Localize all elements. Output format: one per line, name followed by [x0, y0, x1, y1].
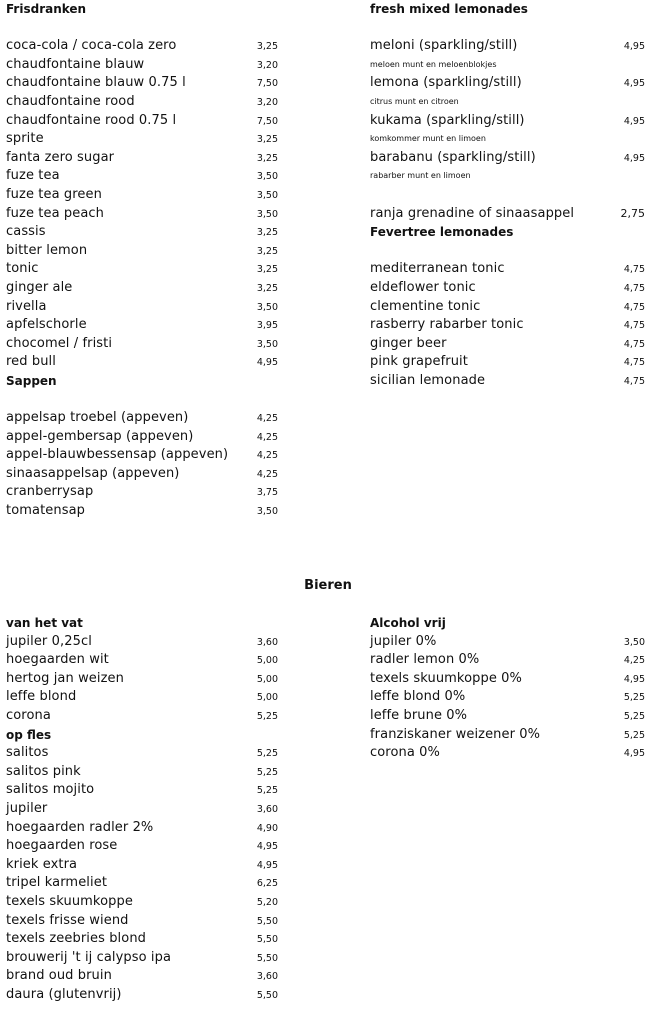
spacer — [370, 242, 645, 261]
item-price: 5,20 — [256, 896, 278, 908]
menu-item — [6, 744, 278, 763]
menu-item — [6, 242, 278, 261]
menu-item — [6, 707, 278, 726]
fresh-lemonades-list — [370, 37, 645, 186]
item-price: 3,50 — [256, 338, 278, 350]
menu-item — [6, 298, 278, 317]
menu-item — [6, 130, 278, 149]
item-name: red bull — [6, 354, 56, 370]
menu-item — [370, 37, 645, 56]
item-name: meloni (sparkling/still) — [370, 38, 518, 54]
item-price: 5,25 — [256, 748, 278, 760]
menu-item — [6, 279, 278, 298]
menu-item — [370, 744, 645, 763]
item-name: texels skuumkoppe 0% — [370, 670, 522, 686]
item-name: rivella — [6, 298, 47, 314]
item-name: texels skuumkoppe — [6, 893, 133, 909]
item-price: 3,50 — [623, 636, 645, 648]
item-price: 5,25 — [623, 729, 645, 741]
menu-item — [6, 893, 278, 912]
item-name: leffe brune 0% — [370, 707, 468, 723]
item-price: 4,25 — [256, 413, 278, 425]
item-price: 3,25 — [256, 227, 278, 239]
section-title-sappen: Sappen — [6, 373, 57, 388]
item-name: appelsap troebel (appeven) — [6, 410, 189, 426]
item-name: hoegaarden wit — [6, 652, 109, 668]
menu-item — [6, 446, 278, 465]
item-price: 4,25 — [623, 655, 645, 667]
item-price: 4,25 — [256, 468, 278, 480]
item-name: kukama (sparkling/still) — [370, 112, 525, 128]
menu-item — [6, 967, 278, 986]
menu-item — [6, 353, 278, 372]
menu-item — [6, 428, 278, 447]
menu-item — [6, 186, 278, 205]
item-name: hertog jan weizen — [6, 670, 124, 686]
item-description: citrus munt en citroen — [370, 96, 459, 106]
item-name: tomatensap — [6, 503, 86, 519]
menu-item — [370, 651, 645, 670]
item-name: brouwerij 't ij calypso ipa — [6, 949, 172, 965]
menu-item — [370, 149, 645, 168]
item-name: coca-cola / coca-cola zero — [6, 38, 177, 54]
menu-item — [6, 502, 278, 521]
spacer — [370, 19, 645, 38]
menu-item — [370, 279, 645, 298]
menu-item — [6, 986, 278, 1005]
alcohol-vrij-list — [370, 633, 645, 763]
item-price: 2,75 — [620, 206, 645, 220]
menu-item — [370, 74, 645, 93]
item-price: 3,20 — [256, 96, 278, 108]
section-title-frisdranken: Frisdranken — [6, 2, 87, 16]
menu-item — [6, 74, 278, 93]
item-name: hoegaarden radler 2% — [6, 819, 154, 835]
section-title-bieren: Bieren — [304, 578, 352, 593]
item-price: 4,95 — [623, 78, 645, 90]
item-price: 4,25 — [256, 431, 278, 443]
menu-item — [370, 112, 645, 131]
item-price: 5,00 — [256, 673, 278, 685]
item-price: 4,75 — [623, 264, 645, 276]
item-name: cassis — [6, 224, 46, 240]
item-name: jupiler 0,25cl — [6, 633, 92, 649]
menu-item — [6, 949, 278, 968]
menu-item — [6, 763, 278, 782]
item-price: 3,25 — [256, 152, 278, 164]
menu-item — [370, 335, 645, 354]
menu-item — [6, 335, 278, 354]
spacer — [370, 186, 645, 205]
section-title-fevertree: Fevertree lemonades — [370, 225, 514, 240]
item-name: franziskaner weizener 0% — [370, 726, 541, 742]
item-price: 3,60 — [256, 803, 278, 815]
item-price: 5,50 — [256, 952, 278, 964]
item-price: 3,60 — [256, 636, 278, 648]
item-name: leffe blond 0% — [370, 689, 466, 705]
fevertree-list — [370, 260, 645, 390]
item-name: fuze tea green — [6, 186, 102, 202]
item-price: 4,75 — [623, 338, 645, 350]
op-fles-list — [6, 744, 278, 1004]
item-name: salitos pink — [6, 763, 81, 779]
item-price: 5,50 — [256, 989, 278, 1001]
item-name: leffe blond — [6, 689, 77, 705]
menu-item — [6, 409, 278, 428]
menu-item — [6, 205, 278, 224]
menu-item — [6, 688, 278, 707]
item-price: 3,25 — [256, 282, 278, 294]
item-name: chaudfontaine blauw 0.75 l — [6, 75, 186, 91]
item-price: 5,25 — [256, 766, 278, 778]
spacer — [6, 19, 278, 38]
menu-item — [6, 781, 278, 800]
menu-item — [6, 37, 278, 56]
item-name: fanta zero sugar — [6, 149, 115, 165]
menu-item — [6, 670, 278, 689]
section-title-fresh-lemonades: fresh mixed lemonades — [370, 2, 528, 16]
item-price: 3,20 — [256, 59, 278, 71]
item-price: 5,00 — [256, 692, 278, 704]
menu-item — [6, 819, 278, 838]
item-price: 5,25 — [623, 710, 645, 722]
item-name: appel-blauwbessensap (appeven) — [6, 447, 229, 463]
item-name: pink grapefruit — [370, 354, 468, 370]
item-name: ginger beer — [370, 335, 447, 351]
item-price: 7,50 — [256, 78, 278, 90]
item-price: 4,75 — [623, 375, 645, 387]
menu-item — [6, 223, 278, 242]
item-price: 4,95 — [623, 748, 645, 760]
right-column — [370, 0, 645, 390]
menu-item — [6, 465, 278, 484]
item-price: 4,75 — [623, 301, 645, 313]
left-column — [6, 0, 278, 521]
section-title-alcohol-vrij: Alcohol vrij — [370, 616, 446, 630]
item-name: mediterranean tonic — [370, 261, 505, 277]
item-price: 5,50 — [256, 934, 278, 946]
menu-item — [370, 298, 645, 317]
item-price: 4,75 — [623, 282, 645, 294]
beer-left-column — [6, 614, 278, 1004]
item-price: 3,75 — [256, 487, 278, 499]
item-price: 5,25 — [623, 692, 645, 704]
item-name: tonic — [6, 261, 39, 277]
sappen-list — [6, 409, 278, 521]
item-name: salitos — [6, 745, 49, 761]
item-name: radler lemon 0% — [370, 652, 480, 668]
menu-item — [370, 670, 645, 689]
menu-item — [6, 112, 278, 131]
item-name: chocomel / fristi — [6, 335, 113, 351]
item-name: barabanu (sparkling/still) — [370, 149, 536, 165]
item-price: 5,00 — [256, 655, 278, 667]
menu-item — [370, 633, 645, 652]
item-price: 3,25 — [256, 41, 278, 53]
item-name: fuze tea peach — [6, 205, 104, 221]
item-price: 3,25 — [256, 264, 278, 276]
item-name: texels frisse wiend — [6, 912, 129, 928]
item-price: 3,50 — [256, 506, 278, 518]
menu-item-ranja — [370, 205, 645, 224]
menu-item — [6, 93, 278, 112]
menu-item — [370, 707, 645, 726]
item-description: rabarber munt en limoen — [370, 171, 471, 181]
menu-item — [6, 633, 278, 652]
item-name: chaudfontaine blauw — [6, 56, 145, 72]
item-price: 4,95 — [623, 115, 645, 127]
menu-item — [6, 800, 278, 819]
item-price: 6,25 — [256, 878, 278, 890]
menu-item — [370, 372, 645, 391]
item-name: lemona (sparkling/still) — [370, 75, 522, 91]
menu-item — [370, 260, 645, 279]
item-name: corona — [6, 707, 51, 723]
item-name: fuze tea — [6, 168, 60, 184]
item-name: chaudfontaine rood — [6, 93, 135, 109]
item-name: kriek extra — [6, 856, 78, 872]
item-price: 3,25 — [256, 245, 278, 257]
item-price: 3,50 — [256, 301, 278, 313]
item-price: 4,95 — [623, 673, 645, 685]
frisdranken-list — [6, 37, 278, 372]
item-price: 4,95 — [256, 859, 278, 871]
item-price: 3,25 — [256, 134, 278, 146]
item-name: rasberry rabarber tonic — [370, 317, 524, 333]
section-title-op-fles: op fles — [6, 727, 52, 742]
item-name: sicilian lemonade — [370, 372, 486, 388]
menu-item — [6, 837, 278, 856]
item-price: 4,95 — [623, 152, 645, 164]
item-name: ginger ale — [6, 279, 73, 295]
menu-item — [6, 930, 278, 949]
item-name: corona 0% — [370, 745, 440, 761]
menu-item — [6, 856, 278, 875]
menu-item — [6, 912, 278, 931]
item-name: ranja grenadine of sinaasappel — [370, 205, 575, 221]
item-price: 5,25 — [256, 710, 278, 722]
item-price: 5,50 — [256, 915, 278, 927]
menu-item — [6, 260, 278, 279]
menu-item — [370, 726, 645, 745]
item-price: 3,60 — [256, 971, 278, 983]
item-name: appel-gembersap (appeven) — [6, 428, 194, 444]
item-price: 4,95 — [256, 357, 278, 369]
item-price: 3,50 — [256, 189, 278, 201]
item-price: 4,95 — [623, 41, 645, 53]
item-price: 4,75 — [623, 357, 645, 369]
beer-right-column — [370, 614, 645, 763]
item-name: eldeflower tonic — [370, 279, 476, 295]
spacer — [6, 390, 278, 409]
item-price: 3,95 — [256, 320, 278, 332]
menu-item — [6, 149, 278, 168]
item-name: chaudfontaine rood 0.75 l — [6, 112, 177, 128]
menu-item — [6, 316, 278, 335]
item-name: sinaasappelsap (appeven) — [6, 465, 180, 481]
item-name: daura (glutenvrij) — [6, 986, 122, 1002]
item-name: bitter lemon — [6, 242, 88, 258]
item-price: 5,25 — [256, 785, 278, 797]
item-name: brand oud bruin — [6, 968, 112, 984]
item-name: cranberrysap — [6, 484, 94, 500]
item-name: jupiler 0% — [370, 633, 437, 649]
menu-item — [6, 651, 278, 670]
item-description: meloen munt en meloenblokjes — [370, 59, 497, 69]
item-price: 7,50 — [256, 115, 278, 127]
section-title-van-het-vat: van het vat — [6, 616, 83, 630]
menu-item — [370, 316, 645, 335]
menu-item — [6, 874, 278, 893]
item-name: clementine tonic — [370, 298, 481, 314]
item-name: sprite — [6, 131, 44, 147]
item-price: 3,50 — [256, 171, 278, 183]
item-name: texels zeebries blond — [6, 931, 147, 947]
item-price: 4,90 — [256, 822, 278, 834]
item-name: jupiler — [6, 800, 48, 816]
menu-item — [370, 688, 645, 707]
menu-item — [6, 56, 278, 75]
item-name: apfelschorle — [6, 317, 87, 333]
item-name: tripel karmeliet — [6, 875, 108, 891]
item-price: 3,50 — [256, 208, 278, 220]
menu-item — [6, 483, 278, 502]
item-description: komkommer munt en limoen — [370, 134, 486, 144]
item-price: 4,75 — [623, 320, 645, 332]
van-het-vat-list — [6, 633, 278, 726]
menu-item — [6, 167, 278, 186]
item-name: salitos mojito — [6, 782, 95, 798]
menu-item — [370, 353, 645, 372]
item-price: 4,25 — [256, 450, 278, 462]
item-price: 4,95 — [256, 841, 278, 853]
item-name: hoegaarden rose — [6, 838, 118, 854]
